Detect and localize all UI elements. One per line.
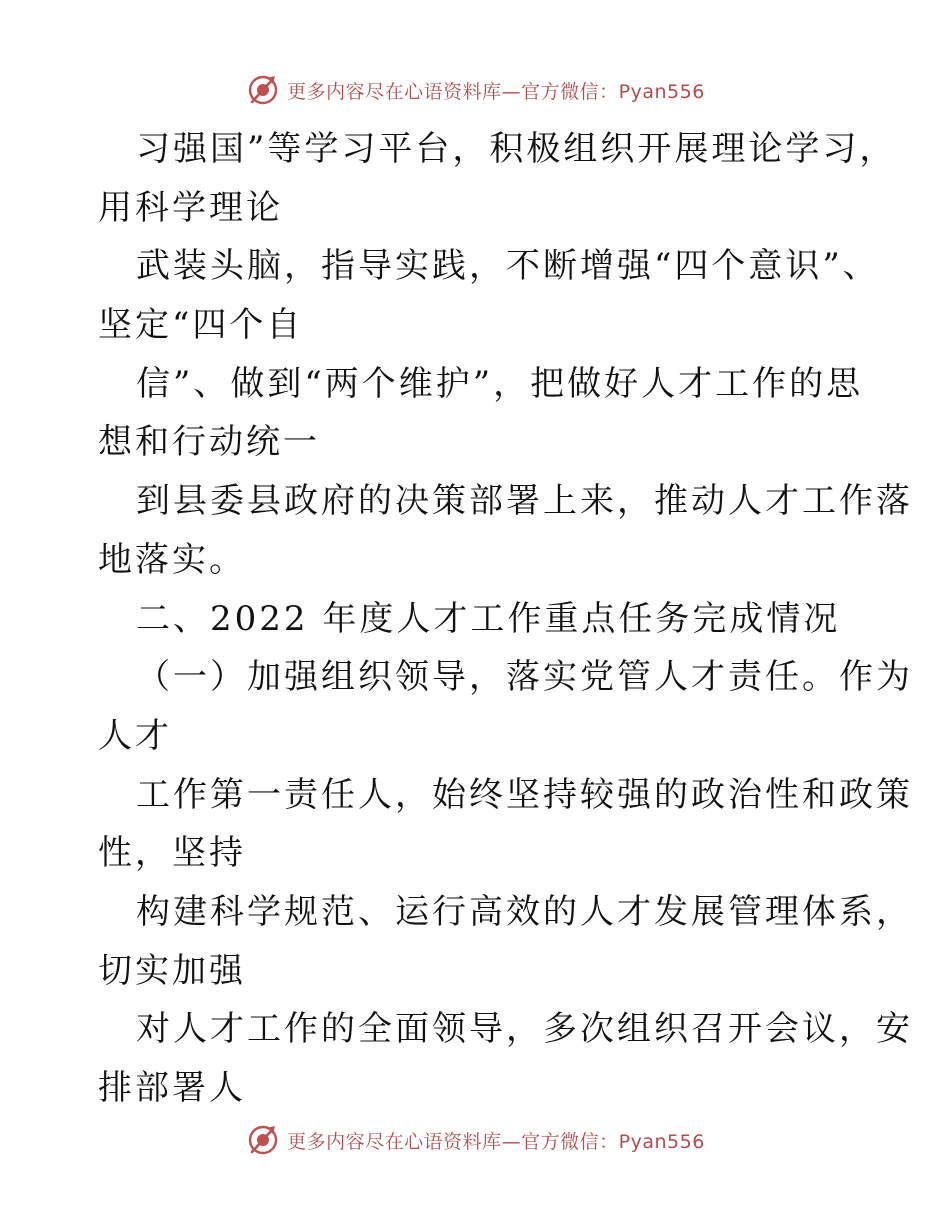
paragraph-line: （一）加强组织领导，落实党管人才责任。作为 [136,657,913,698]
paragraph-line: 切实加强 [98,950,246,991]
feather-circle-logo-icon [245,72,281,108]
paragraph-line: 习强国”等学习平台，积极组织开展理论学习， [136,129,897,169]
paragraph-line: 用科学理论 [98,187,283,228]
paragraph-line: 人才 [98,715,172,756]
feather-circle-logo-icon [245,1122,281,1158]
paragraph-line: 对人才工作的全面领导，多次组织召开会议，安 [136,1009,913,1050]
watermark-text: 更多内容尽在心语资料库—官方微信：Pyan556 [287,1130,705,1153]
paragraph-line: 性，坚持 [98,833,246,874]
paragraph-line: 到县委县政府的决策部署上来，推动人才工作落 [136,481,913,522]
paragraph-line: 排部署人 [98,1068,246,1108]
paragraph-line: 坚定“四个自 [98,305,304,346]
paragraph-line: 构建科学规范、运行高效的人才发展管理体系， [136,891,913,932]
document-body [98,120,913,1118]
footer-watermark [0,1120,950,1160]
header-watermark [0,70,950,110]
watermark-text: 更多内容尽在心语资料库—官方微信：Pyan556 [287,80,705,103]
paragraph-line: 工作第一责任人，始终坚持较强的政治性和政策 [136,774,913,815]
paragraph-line: 武装头脑，指导实践，不断增强“四个意识”、 [136,246,880,287]
paragraph-line: 地落实。 [98,539,246,580]
section-heading: 二、2022 年度人才工作重点任务完成情况 [136,598,841,639]
paragraph-line: 想和行动统一 [98,422,320,463]
paragraph-line: 信”、做到“两个维护”，把做好人才工作的思 [136,363,864,404]
